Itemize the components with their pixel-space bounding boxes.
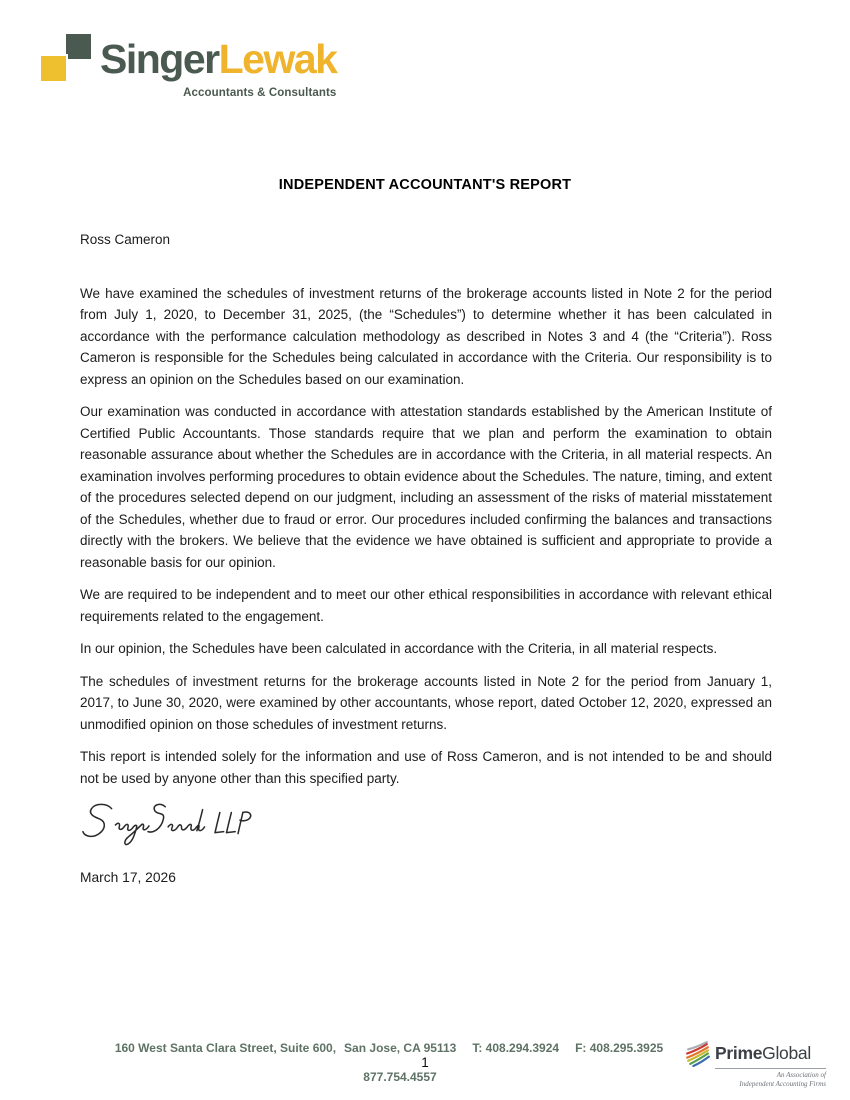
primeglobal-tagline-line2: Independent Accounting Firms: [739, 1079, 826, 1088]
logo-gold-square-icon: [41, 56, 66, 81]
primeglobal-divider: [715, 1068, 826, 1069]
footer-fax: F: 408.295.3925: [575, 1041, 664, 1055]
footer-address-line: [0, 1041, 778, 1055]
footer-city-state-zip: San Jose, CA 95113: [344, 1041, 457, 1055]
report-paragraph: We have examined the schedules of investment returns of the brokerage accounts listed in Note 2 for the period from July 1, 2020, to December 31, 2025, (the “Schedules”) to determine whether it has been calculated in accordance with the performance calculation methodology as described in Notes 3 and 4 (the “Criteria”). Ross Cameron is responsible for the Schedules being calculated in accordance with the Criteria. Our responsibility is to express an opinion on the Schedules based on our examination.: [80, 285, 772, 387]
primeglobal-swirl-icon: [684, 1040, 711, 1067]
singerlewak-logo: [40, 31, 336, 99]
primeglobal-tagline-line1: An Association of: [776, 1071, 826, 1079]
footer-street-address: 160 West Santa Clara Street, Suite 600,: [114, 1041, 337, 1055]
report-paragraph: In our opinion, the Schedules have been calculated in accordance with the Criteria, in all material respects.: [80, 641, 718, 656]
signature-block: [80, 800, 772, 855]
report-paragraph: The schedules of investment returns for the brokerage accounts listed in Note 2 for the period from January 1, 2017, to June 30, 2020, were examined by other accountants, whose report, dated October 12, 2020, expressed an unmodified opinion on those schedules of investment returns.: [80, 673, 772, 732]
report-paragraph: Our examination was conducted in accordance with attestation standards established by the American Institute of Certified Public Accountants. Those standards require that we plan and perform the examination to obtain reasonable assurance about whether the Schedules are in accordance with the Criteria, in all material respects. An examination involves performing procedures to obtain evidence about the Schedules. The nature, timing, and extent of the procedures selected depend on our judgment, including an assessment of the risks of material misstatement of the Schedules, whether due to fraud or error. Our procedures included confirming the balances and transactions directly with the brokers. We believe that the evidence we have obtained is sufficient and appropriate to provide a reasonable basis for our opinion.: [80, 404, 772, 570]
report-paragraph: We are required to be independent and to meet our other ethical responsibilities in accordance with relevant ethical requirements related to the engagement.: [80, 587, 772, 624]
primeglobal-name-prime: Prime: [715, 1043, 763, 1063]
letter-body: [80, 229, 772, 888]
logo-name-lewak: Lewak: [218, 36, 337, 82]
footer-tollfree-phone: 877.754.4557: [363, 1070, 437, 1084]
logo-green-square-icon: [66, 34, 91, 59]
report-date: March 17, 2026: [80, 869, 176, 885]
report-title: INDEPENDENT ACCOUNTANT'S REPORT: [278, 177, 572, 193]
logo-company-name: [100, 36, 337, 82]
logo-tagline: Accountants & Consultants: [183, 87, 337, 99]
signature-image: [80, 800, 262, 848]
singerlewak-logo-mark-icon: [40, 31, 96, 83]
primeglobal-name-global: Global: [762, 1043, 811, 1063]
addressee: Ross Cameron: [80, 232, 171, 247]
footer-telephone: T: 408.294.3924: [472, 1041, 560, 1055]
report-paragraph: This report is intended solely for the information and use of Ross Cameron, and is not intended to be and should not be used by anyone other than this specified party.: [80, 749, 772, 786]
page-number: 1: [421, 1055, 429, 1070]
primeglobal-name: [715, 1043, 811, 1064]
logo-name-singer: Singer: [100, 36, 219, 82]
primeglobal-logo: [684, 1040, 826, 1088]
